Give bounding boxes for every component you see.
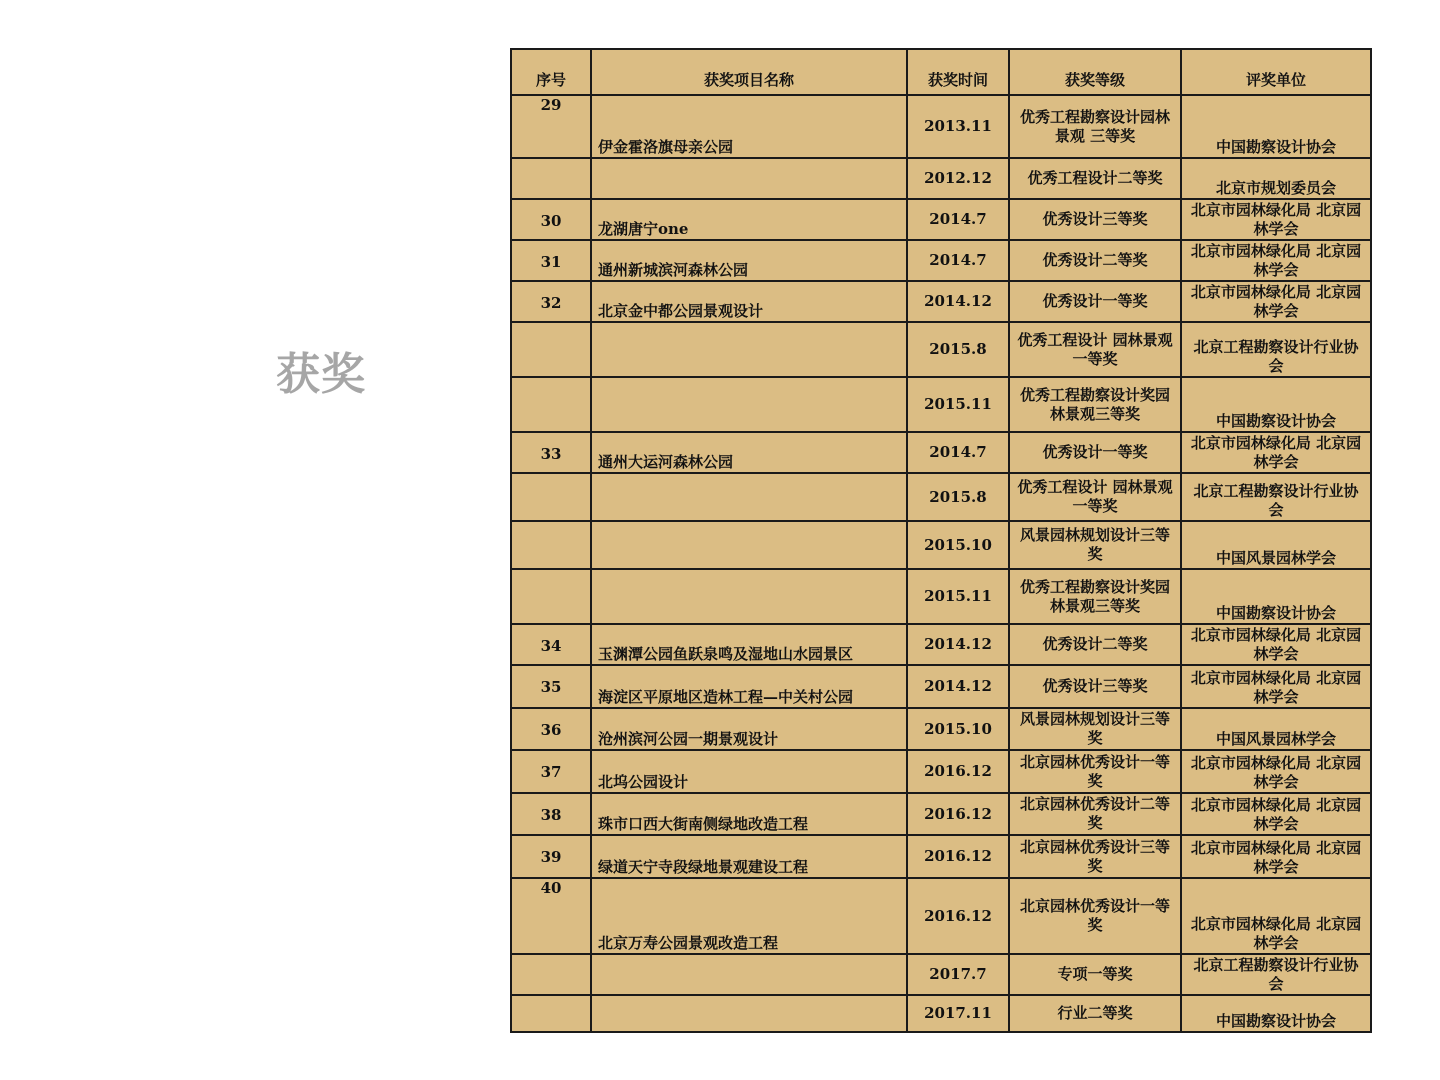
row-award-level: 风景园林规划设计三等奖 (1009, 708, 1181, 750)
table-row (511, 995, 1371, 1032)
table-row (511, 954, 1371, 995)
row-project-name (591, 569, 907, 624)
row-no (511, 322, 591, 377)
row-award-time: 2014.7 (907, 432, 1009, 473)
row-project-name (591, 521, 907, 569)
table-row (511, 199, 1371, 240)
row-award-level: 北京园林优秀设计一等奖 (1009, 750, 1181, 793)
row-award-org: 北京市园林绿化局 北京园林学会 (1181, 750, 1371, 793)
row-award-org: 北京市园林绿化局 北京园林学会 (1181, 199, 1371, 240)
row-award-org: 北京工程勘察设计行业协会 (1181, 322, 1371, 377)
table-row (511, 322, 1371, 377)
row-award-level: 北京园林优秀设计二等奖 (1009, 793, 1181, 835)
row-award-time: 2014.7 (907, 199, 1009, 240)
row-project-name (591, 322, 907, 377)
row-project-name: 北京金中都公园景观设计 (591, 281, 907, 322)
row-project-name (591, 158, 907, 199)
table-row (511, 521, 1371, 569)
row-award-level: 优秀工程设计二等奖 (1009, 158, 1181, 199)
row-project-name: 北坞公园设计 (591, 750, 907, 793)
row-no (511, 158, 591, 199)
row-no: 38 (511, 793, 591, 835)
header-award-level: 获奖等级 (1009, 49, 1181, 95)
row-project-name: 珠市口西大街南侧绿地改造工程 (591, 793, 907, 835)
row-award-level: 优秀工程勘察设计奖园林景观三等奖 (1009, 569, 1181, 624)
row-no (511, 995, 591, 1032)
table-row (511, 624, 1371, 665)
header-award-org: 评奖单位 (1181, 49, 1371, 95)
row-no (511, 377, 591, 432)
row-award-level: 优秀设计一等奖 (1009, 432, 1181, 473)
table-row (511, 377, 1371, 432)
row-award-level: 优秀工程设计 园林景观 一等奖 (1009, 322, 1181, 377)
row-award-time: 2015.11 (907, 569, 1009, 624)
page-title: 获奖 (276, 349, 366, 400)
row-award-level: 优秀设计一等奖 (1009, 281, 1181, 322)
row-award-time: 2017.11 (907, 995, 1009, 1032)
row-no: 33 (511, 432, 591, 473)
row-award-level: 北京园林优秀设计一等奖 (1009, 878, 1181, 954)
row-no: 29 (511, 95, 591, 158)
table-row (511, 878, 1371, 954)
row-project-name: 绿道天宁寺段绿地景观建设工程 (591, 835, 907, 878)
row-award-org: 北京市园林绿化局 北京园林学会 (1181, 878, 1371, 954)
row-award-time: 2016.12 (907, 750, 1009, 793)
row-award-level: 优秀设计三等奖 (1009, 199, 1181, 240)
row-award-level: 优秀设计三等奖 (1009, 665, 1181, 708)
row-award-time: 2015.8 (907, 322, 1009, 377)
row-project-name: 海淀区平原地区造林工程—中关村公园 (591, 665, 907, 708)
row-award-time: 2016.12 (907, 793, 1009, 835)
table-row (511, 665, 1371, 708)
row-award-org: 中国勘察设计协会 (1181, 95, 1371, 158)
row-award-time: 2014.12 (907, 665, 1009, 708)
row-award-org: 中国勘察设计协会 (1181, 995, 1371, 1032)
header-award-time: 获奖时间 (907, 49, 1009, 95)
row-award-level: 优秀工程设计 园林景观 一等奖 (1009, 473, 1181, 521)
table-row (511, 432, 1371, 473)
table-row (511, 473, 1371, 521)
row-no: 34 (511, 624, 591, 665)
row-no (511, 954, 591, 995)
row-award-time: 2016.12 (907, 878, 1009, 954)
row-no: 30 (511, 199, 591, 240)
row-project-name: 通州新城滨河森林公园 (591, 240, 907, 281)
table-row (511, 835, 1371, 878)
table-header-row (511, 49, 1371, 95)
table-row (511, 281, 1371, 322)
row-award-org: 中国风景园林学会 (1181, 521, 1371, 569)
table-row (511, 569, 1371, 624)
row-project-name (591, 377, 907, 432)
row-award-time: 2015.10 (907, 521, 1009, 569)
row-award-org: 北京市园林绿化局 北京园林学会 (1181, 281, 1371, 322)
row-award-time: 2015.10 (907, 708, 1009, 750)
row-project-name: 通州大运河森林公园 (591, 432, 907, 473)
row-award-time: 2014.12 (907, 624, 1009, 665)
table-row (511, 708, 1371, 750)
row-award-time: 2016.12 (907, 835, 1009, 878)
row-award-org: 北京市园林绿化局 北京园林学会 (1181, 665, 1371, 708)
row-award-level: 行业二等奖 (1009, 995, 1181, 1032)
row-award-level: 专项一等奖 (1009, 954, 1181, 995)
table-row (511, 240, 1371, 281)
row-award-org: 北京市园林绿化局 北京园林学会 (1181, 432, 1371, 473)
row-project-name: 北京万寿公园景观改造工程 (591, 878, 907, 954)
row-award-org: 北京市园林绿化局 北京园林学会 (1181, 624, 1371, 665)
row-award-org: 中国勘察设计协会 (1181, 377, 1371, 432)
row-project-name (591, 954, 907, 995)
row-award-org: 北京市园林绿化局 北京园林学会 (1181, 240, 1371, 281)
row-no (511, 473, 591, 521)
row-project-name: 沧州滨河公园一期景观设计 (591, 708, 907, 750)
row-no: 31 (511, 240, 591, 281)
row-award-time: 2014.12 (907, 281, 1009, 322)
row-award-level: 优秀工程勘察设计奖园林景观三等奖 (1009, 377, 1181, 432)
row-award-time: 2015.11 (907, 377, 1009, 432)
row-no: 40 (511, 878, 591, 954)
row-award-org: 中国勘察设计协会 (1181, 569, 1371, 624)
row-award-time: 2013.11 (907, 95, 1009, 158)
row-award-level: 风景园林规划设计三等奖 (1009, 521, 1181, 569)
row-award-time: 2012.12 (907, 158, 1009, 199)
row-no (511, 569, 591, 624)
row-award-time: 2015.8 (907, 473, 1009, 521)
row-no: 32 (511, 281, 591, 322)
row-project-name: 龙湖唐宁one (591, 199, 907, 240)
row-award-org: 北京工程勘察设计行业协会 (1181, 473, 1371, 521)
awards-table (510, 48, 1372, 1033)
row-no: 39 (511, 835, 591, 878)
row-award-level: 优秀设计二等奖 (1009, 624, 1181, 665)
row-project-name: 玉渊潭公园鱼跃泉鸣及湿地山水园景区 (591, 624, 907, 665)
row-no (511, 521, 591, 569)
table-row (511, 95, 1371, 158)
row-no: 36 (511, 708, 591, 750)
row-award-org: 中国风景园林学会 (1181, 708, 1371, 750)
row-no: 35 (511, 665, 591, 708)
row-award-level: 北京园林优秀设计三等奖 (1009, 835, 1181, 878)
row-project-name (591, 995, 907, 1032)
table-row (511, 793, 1371, 835)
row-project-name (591, 473, 907, 521)
row-project-name: 伊金霍洛旗母亲公园 (591, 95, 907, 158)
row-award-org: 北京市园林绿化局 北京园林学会 (1181, 793, 1371, 835)
row-award-org: 北京工程勘察设计行业协会 (1181, 954, 1371, 995)
row-award-org: 北京市规划委员会 (1181, 158, 1371, 199)
row-award-level: 优秀设计二等奖 (1009, 240, 1181, 281)
table-row (511, 158, 1371, 199)
row-award-org: 北京市园林绿化局 北京园林学会 (1181, 835, 1371, 878)
header-project-name: 获奖项目名称 (591, 49, 907, 95)
header-no: 序号 (511, 49, 591, 95)
row-no: 37 (511, 750, 591, 793)
table-row (511, 750, 1371, 793)
row-award-time: 2014.7 (907, 240, 1009, 281)
row-award-level: 优秀工程勘察设计园林景观 三等奖 (1009, 95, 1181, 158)
row-award-time: 2017.7 (907, 954, 1009, 995)
